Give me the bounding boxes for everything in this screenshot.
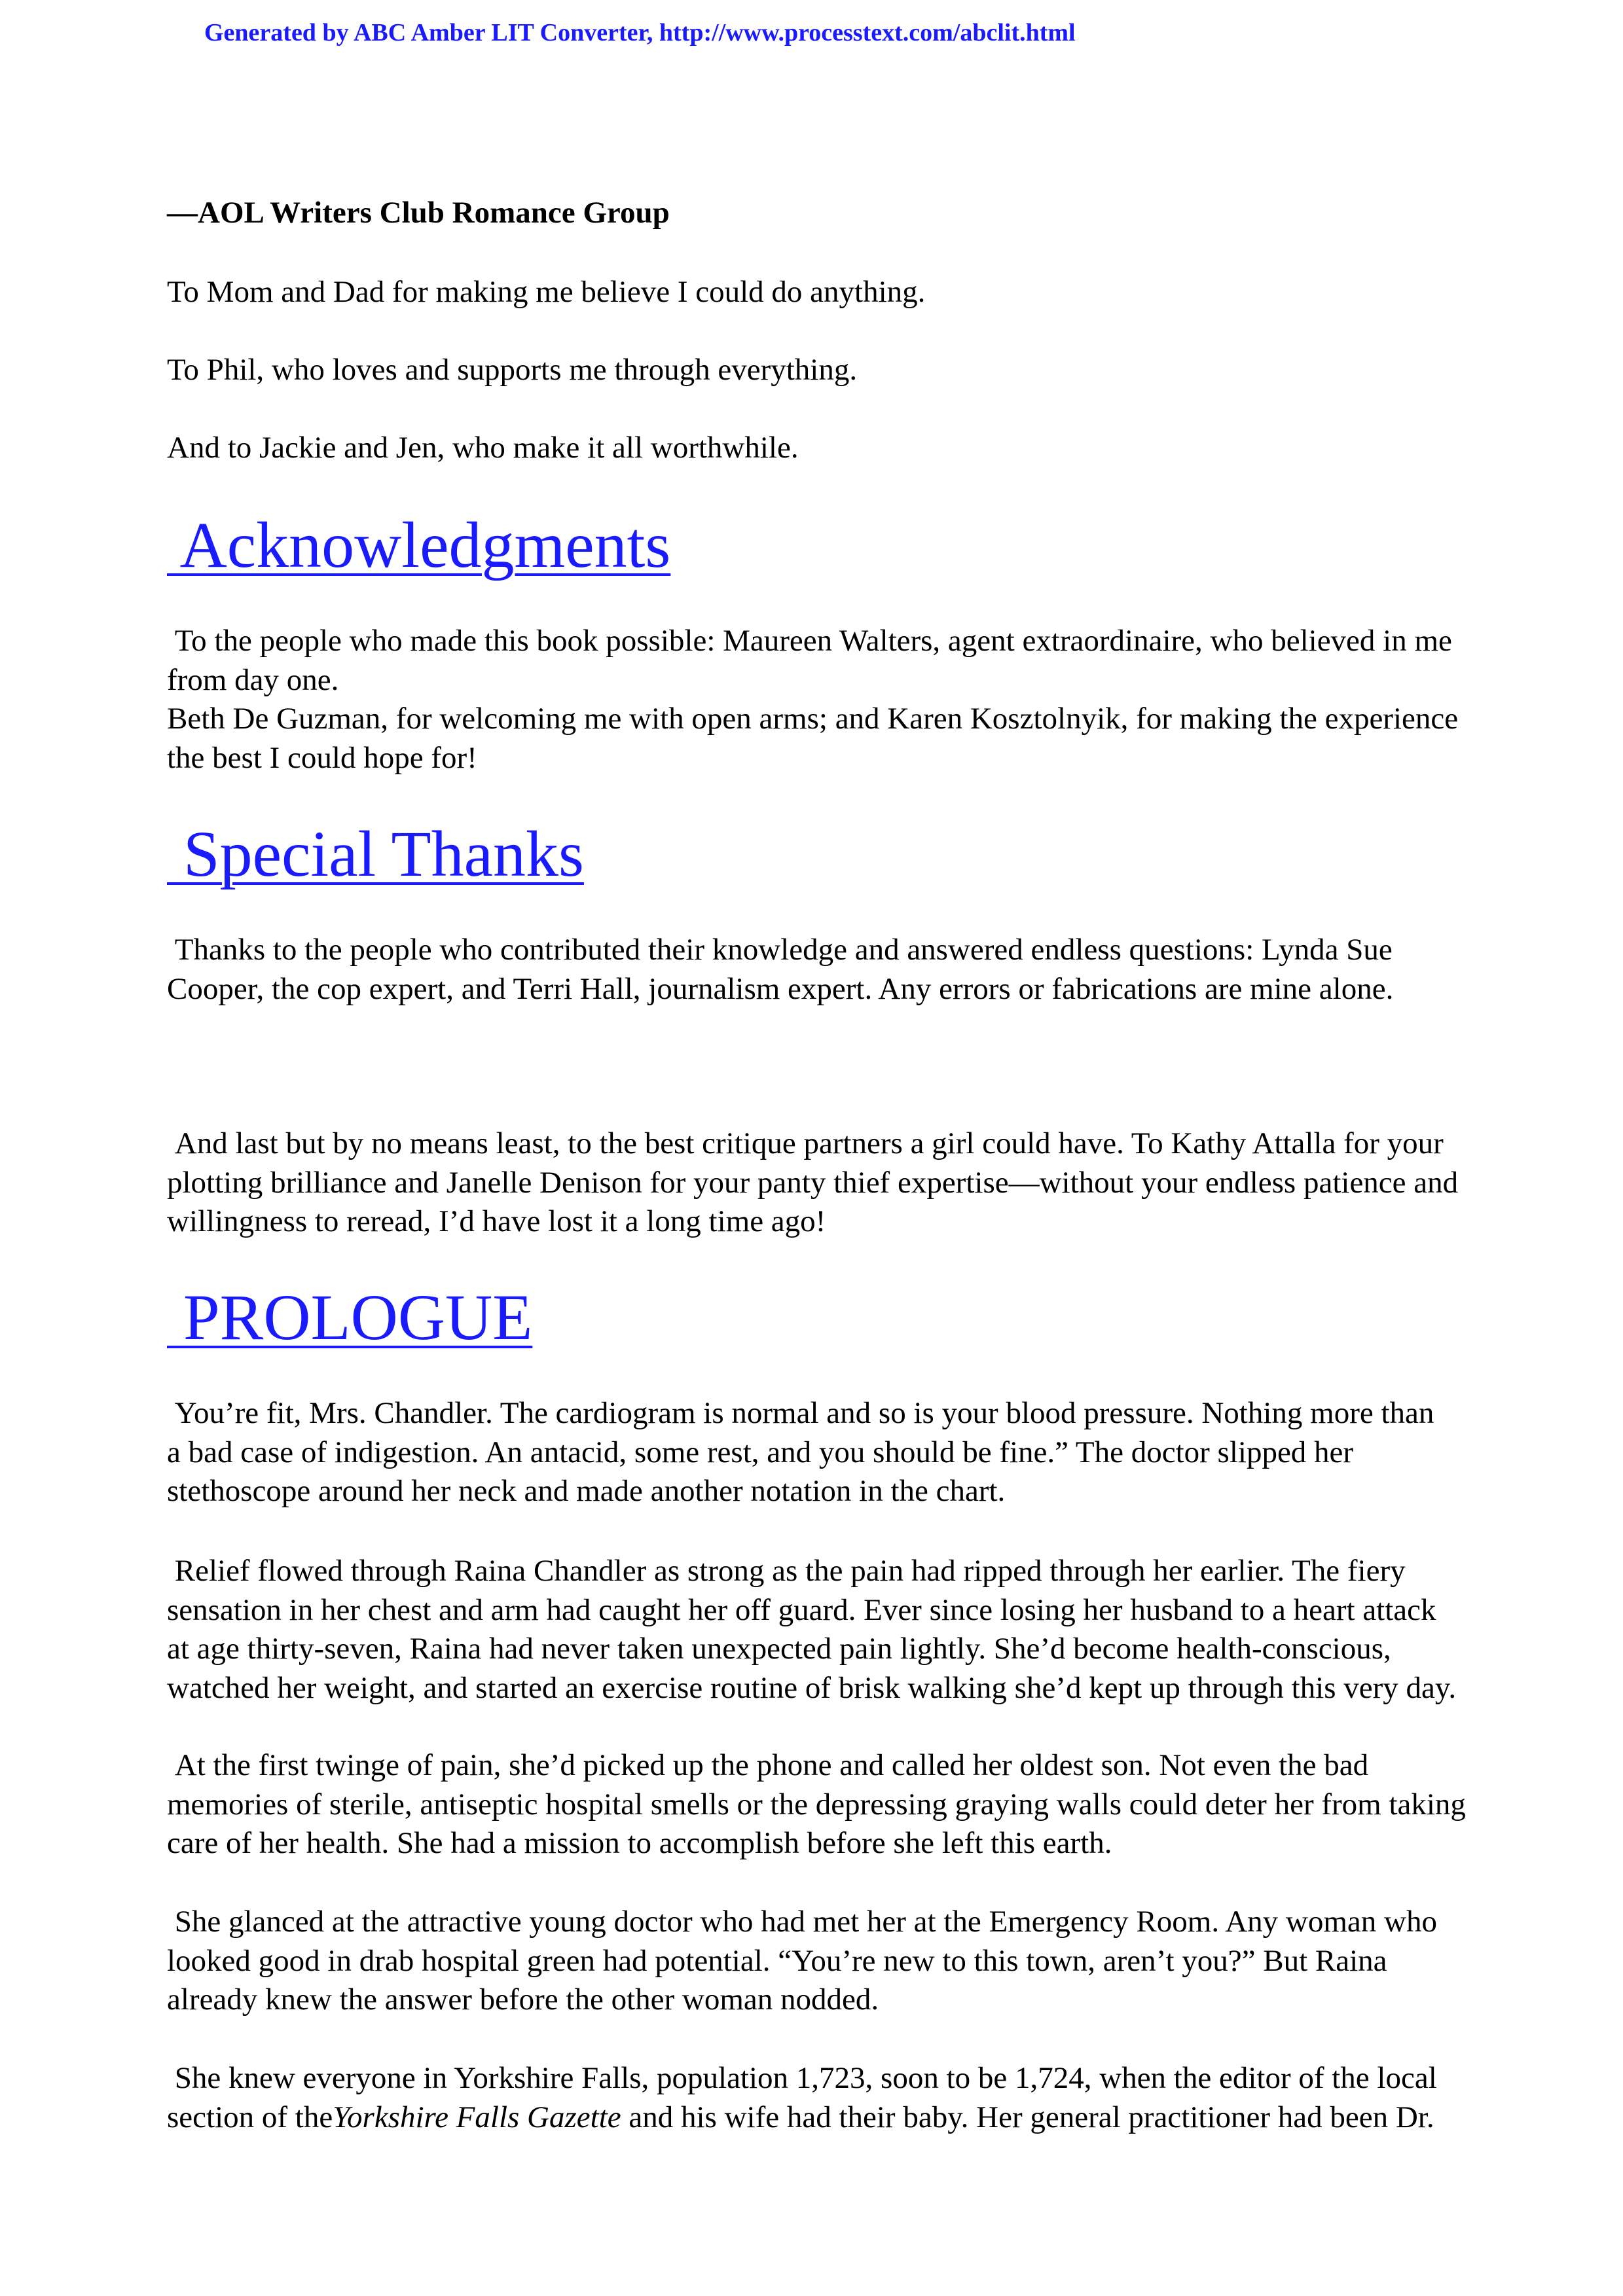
prologue-p4-line-1: She glanced at the attractive young doctor who had met her at the Emergency Room. Any woman who <box>167 1905 1437 1939</box>
dedication-line-3: And to Jackie and Jen, who make it all worthwhile. <box>167 431 799 465</box>
special-thanks-para-1 <box>167 931 1476 1009</box>
acknowledgments-body <box>167 622 1476 778</box>
special-thanks-para-2 <box>167 1124 1476 1242</box>
ack-line-2: from day one. <box>167 662 339 697</box>
thanks-line-1: Thanks to the people who contributed their knowledge and answered endless questions: Lynda Sue <box>167 933 1393 967</box>
converter-banner-link[interactable]: Generated by ABC Amber LIT Converter, http://www.processtext.com/abclit.html <box>204 19 1076 46</box>
prologue-p5-line-2 <box>167 2098 1476 2138</box>
dedication-line <box>167 273 1476 312</box>
prologue-para-3 <box>167 1746 1476 1863</box>
thanks-line-5: willingness to reread, I’d have lost it a long time ago! <box>167 1204 826 1238</box>
prologue-heading-wrap <box>167 1282 1476 1354</box>
prologue-p1-line-1: You’re fit, Mrs. Chandler. The cardiogram is normal and so is your blood pressure. Nothing more than <box>167 1396 1434 1430</box>
ack-line-3: Beth De Guzman, for welcoming me with open arms; and Karen Kosztolnyik, for making the experience <box>167 702 1459 736</box>
prologue-heading-link[interactable]: PROLOGUE <box>167 1281 533 1354</box>
prologue-para-5 <box>167 2059 1476 2137</box>
dedication-line-1: To Mom and Dad for making me believe I could do anything. <box>167 275 926 309</box>
thanks-line-3: And last but by no means least, to the best critique partners a girl could have. To Kathy Attalla for your <box>167 1126 1444 1160</box>
p5-post: and his wife had their baby. Her general practitioner had been Dr. <box>621 2100 1434 2134</box>
prologue-para-1 <box>167 1394 1476 1511</box>
ack-line-1: To the people who made this book possible: Maureen Walters, agent extraordinaire, who believed in me <box>167 624 1452 658</box>
prologue-p3-line-3: care of her health. She had a mission to accomplish before she left this earth. <box>167 1826 1112 1860</box>
prologue-para-2 <box>167 1552 1476 1708</box>
prologue-p2-line-1: Relief flowed through Raina Chandler as strong as the pain had ripped through her earlier. The fiery <box>167 1554 1406 1588</box>
acknowledgments-heading-link[interactable]: Acknowledgments <box>167 509 671 581</box>
prologue-p3-line-2: memories of sterile, antiseptic hospital smells or the depressing graying walls could deter her from taking <box>167 1787 1466 1821</box>
prologue-p2-line-4: watched her weight, and started an exercise routine of brisk walking she’d kept up through this very day. <box>167 1670 1457 1705</box>
prologue-p2-line-3: at age thirty-seven, Raina had never taken unexpected pain lightly. She’d become health-conscious, <box>167 1632 1391 1666</box>
prologue-p5-line-1: She knew everyone in Yorkshire Falls, population 1,723, soon to be 1,724, when the editor of the local <box>167 2061 1437 2095</box>
attribution <box>167 194 1476 233</box>
p5-pre: section of the <box>167 2100 333 2134</box>
prologue-p1-line-3: stethoscope around her neck and made another notation in the chart. <box>167 1474 1006 1508</box>
attribution-text: —AOL Writers Club Romance Group <box>167 196 670 230</box>
special-thanks-heading-link[interactable]: Special Thanks <box>167 817 584 890</box>
prologue-p4-line-3: already knew the answer before the other woman nodded. <box>167 1982 879 2017</box>
prologue-p3-line-1: At the first twinge of pain, she’d picked up the phone and called her oldest son. Not even the bad <box>167 1748 1369 1782</box>
acknowledgments-heading-wrap <box>167 509 1476 581</box>
prologue-p2-line-2: sensation in her chest and arm had caught her off guard. Ever since losing her husband to a heart attack <box>167 1592 1436 1627</box>
dedication-line <box>167 351 1476 390</box>
thanks-line-2: Cooper, the cop expert, and Terri Hall, journalism expert. Any errors or fabrications are mine alone. <box>167 971 1394 1006</box>
dedication-line <box>167 429 1476 468</box>
prologue-p4-line-2: looked good in drab hospital green had potential. “You’re new to this town, aren’t you?” But Raina <box>167 1943 1387 1978</box>
prologue-p1-line-2: a bad case of indigestion. An antacid, some rest, and you should be fine.” The doctor slipped her <box>167 1435 1354 1469</box>
prologue-para-4 <box>167 1903 1476 2020</box>
ack-line-4: the best I could hope for! <box>167 740 477 775</box>
special-thanks-heading-wrap <box>167 818 1476 890</box>
dedication-line-2: To Phil, who loves and supports me through everything. <box>167 353 858 387</box>
newspaper-title: Yorkshire Falls Gazette <box>333 2100 621 2134</box>
thanks-line-4: plotting brilliance and Janelle Denison for your panty thief expertise—without your endless patience and <box>167 1165 1459 1200</box>
